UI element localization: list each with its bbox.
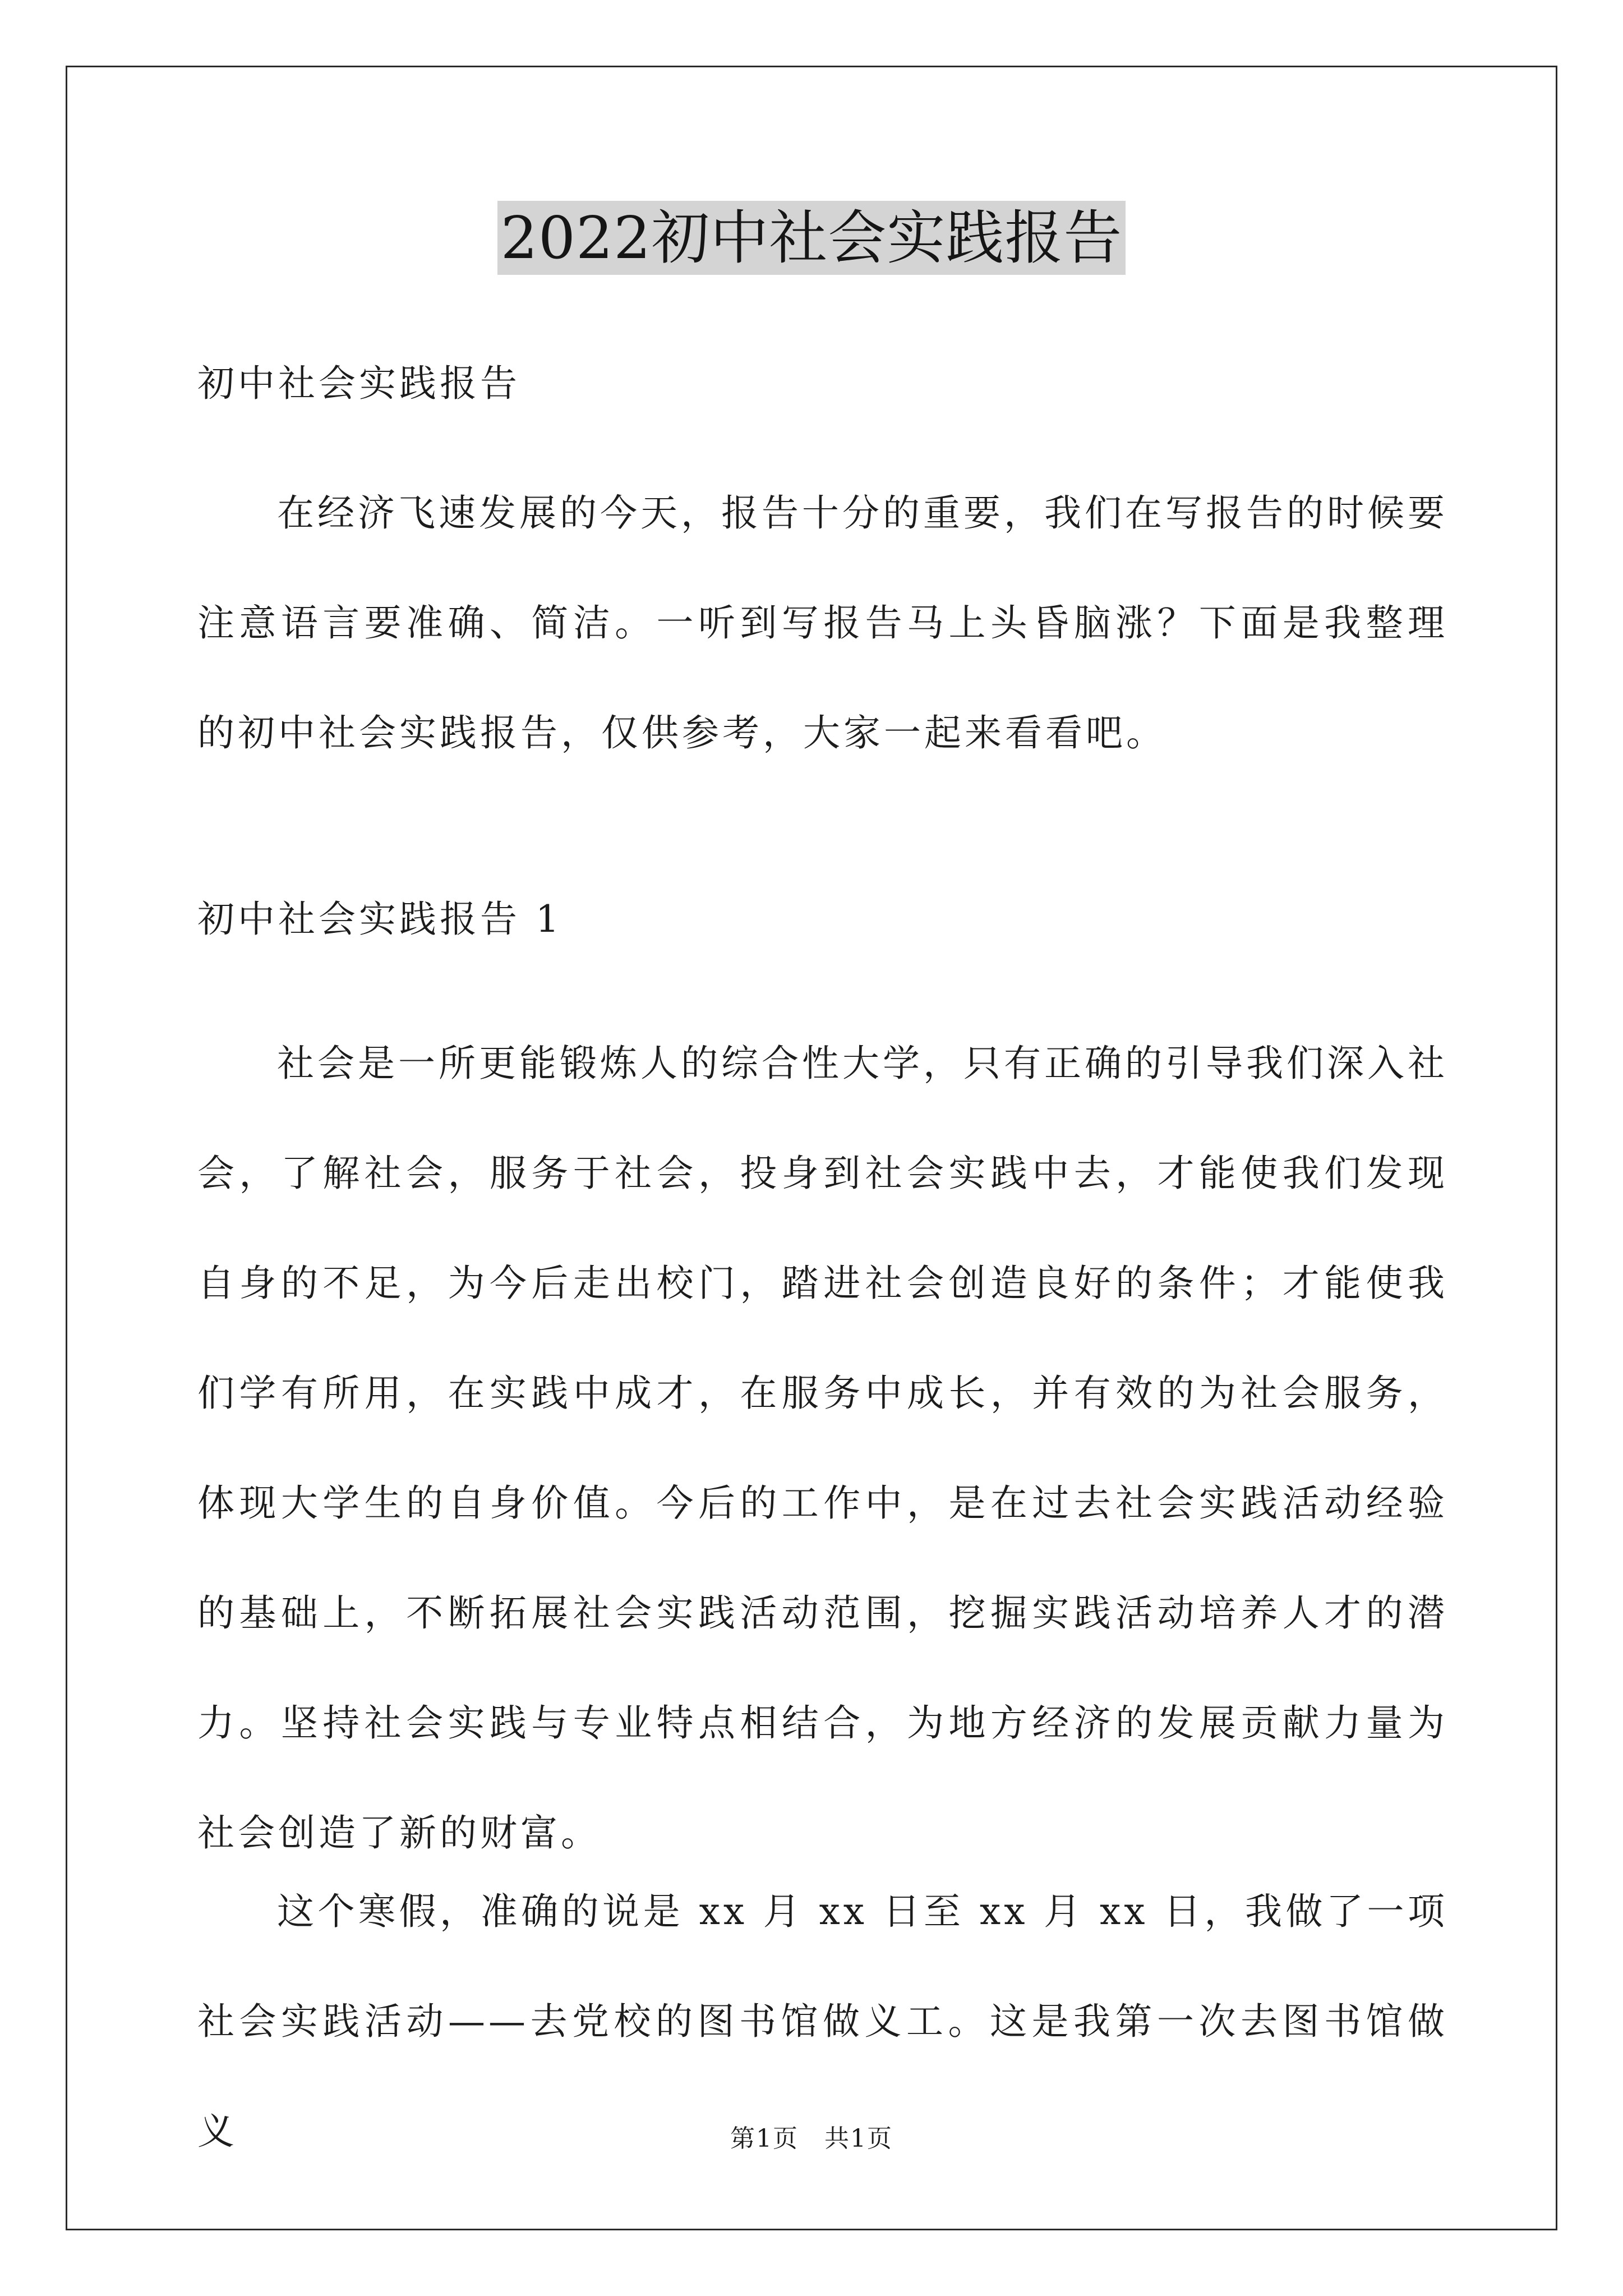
document-title: 2022初中社会实践报告 xyxy=(497,201,1126,275)
title-container xyxy=(0,201,1623,275)
section1-paragraph2: 这个寒假，准确的说是 xx 月 xx 日至 xx 月 xx 日，我做了一项社会实践活动——去党校的图书馆做义工。这是我第一次去图书馆做义 xyxy=(197,1890,1448,2153)
intro-paragraph: 在经济飞速发展的今天，报告十分的重要，我们在写报告的时候要注意语言要准确、简洁。一听到写报告马上头昏脑涨？下面是我整理的初中社会实践报告，仅供参考，大家一起来看看吧。 xyxy=(197,491,1448,754)
intro-paragraph-block xyxy=(197,458,1448,788)
page-footer: 第1页 共1页 xyxy=(730,2124,893,2153)
intro-heading: 初中社会实践报告 xyxy=(197,362,520,405)
section1-paragraph1: 社会是一所更能锻炼人的综合性大学，只有正确的引导我们深入社会，了解社会，服务于社会，投身到社会实践中去，才能使我们发现自身的不足，为今后走出校门，踏进社会创造良好的条件；才能使我们学有所用，在实践中成才，在服务中成长，并有效的为社会服务，体现大学生的自身价值。今后的工作中，是在过去社会实践活动经验的基础上，不断拓展社会实践活动范围，挖掘实践活动培养人才的潜力。坚持社会实践与专业特点相结合，为地方经济的发展贡献力量为社会创造了新的财富。 xyxy=(197,1042,1448,1855)
section1-paragraph1-block xyxy=(197,1009,1448,1888)
section1-heading: 初中社会实践报告 1 xyxy=(197,898,562,941)
